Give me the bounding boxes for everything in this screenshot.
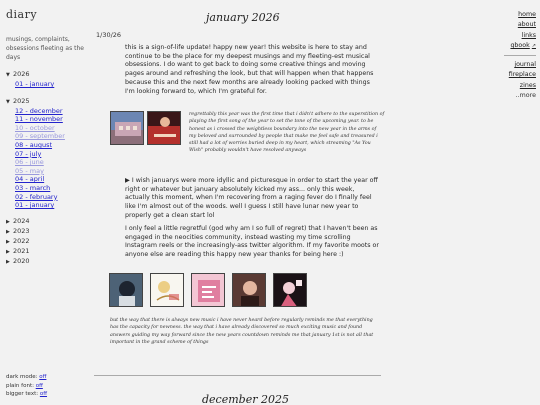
bigger-text-label: bigger text:: [6, 391, 39, 398]
month-link[interactable]: 01 - january: [15, 80, 55, 88]
year-label: 2026: [13, 70, 30, 78]
month-link[interactable]: 09 - september: [15, 132, 65, 141]
month-link[interactable]: 06 - june: [15, 158, 44, 167]
nav-gbook-label: gbook: [510, 41, 530, 49]
year-label: 2021: [13, 246, 30, 255]
bigger-text-value[interactable]: off: [39, 391, 48, 398]
month-list-2026: [15, 80, 90, 89]
site-title[interactable]: diary: [6, 8, 38, 21]
post-date: 1/30/26: [96, 31, 122, 39]
month-link[interactable]: 05 - may: [15, 166, 44, 175]
month-link[interactable]: 10 - october: [15, 123, 55, 132]
plain-font-label: plain font:: [6, 382, 34, 389]
year-toggle-2025[interactable]: [6, 97, 90, 107]
archive: [6, 70, 90, 267]
year-label: 2024: [13, 216, 30, 225]
nav-journal[interactable]: journal: [514, 61, 536, 69]
year-toggle-2026[interactable]: [6, 70, 90, 80]
post-paragraph-3: I only feel a little regretful (god why am I so full of regret) that I haven't been as engaged in the neocities community, instead wasting my time scrolling Instagram reels or the increasingly-ass twitter algorithm. If my favorite moots or anyone else are reading this happy new year thanks for being here :): [125, 225, 379, 259]
nav-more[interactable]: ..more: [515, 92, 536, 100]
sidebar: [6, 8, 90, 267]
plain-font-value[interactable]: off: [35, 382, 43, 389]
album-cover-4[interactable]: [232, 273, 266, 307]
year-label: 2020: [13, 256, 30, 265]
year-label: 2023: [13, 226, 30, 235]
month-link[interactable]: 03 - march: [15, 183, 51, 192]
year-toggle-2020[interactable]: [6, 257, 90, 267]
italic-note-2: but the way that there is always new music i have never heard before regularly reminds me that everything has the capacity for newness. the way that i have already discovered so much exciting music and found answers guiding my way forward since the new years countdown reminds me that january 1st is not all that important in the grand scheme of things: [110, 318, 374, 345]
nav-fireplace[interactable]: fireplace: [508, 71, 536, 79]
dark-mode-toggle: [6, 373, 47, 382]
post-paragraph-2: ▶ I wish januarys were more idyllic and picturesque in order to start the year off right or whatever but january absolutely kicked my ass... only this week, actually this moment, when I'm recovering from a raging fever do I finally feel like I'm almost out of the woods. well I guess I still have lunar new year to properly get a clean start lol: [125, 177, 378, 219]
section-divider: [94, 375, 381, 376]
triangle-down-icon: ▼: [6, 98, 10, 105]
album-cover-2[interactable]: [150, 273, 184, 307]
triangle-right-icon: ▶: [6, 248, 10, 255]
nav-zines[interactable]: zines: [519, 81, 536, 89]
year-toggle-2023[interactable]: [6, 227, 90, 237]
site-tagline: musings, complaints, obsessions fleeting as the days: [6, 36, 84, 61]
year-toggle-2021[interactable]: [6, 247, 90, 257]
dark-mode-value[interactable]: off: [39, 374, 47, 380]
photo-building-icon[interactable]: [110, 111, 144, 145]
year-toggle-2022[interactable]: [6, 237, 90, 247]
month-link[interactable]: 04 - april: [15, 175, 45, 184]
month-link[interactable]: 01 - january: [15, 201, 55, 210]
nav-about[interactable]: about: [517, 21, 536, 29]
next-month-title: december 2025: [202, 393, 289, 405]
plain-font-toggle: [6, 382, 47, 391]
month-link[interactable]: 02 - february: [15, 192, 58, 201]
nav-divider: [504, 55, 536, 56]
triangle-down-icon: ▼: [6, 72, 10, 78]
month-link[interactable]: 12 - december: [15, 106, 63, 115]
album-cover-1[interactable]: [109, 273, 143, 307]
album-cover-5[interactable]: [273, 273, 307, 307]
dark-mode-label: dark mode:: [6, 374, 38, 380]
year-label: 2022: [13, 236, 30, 245]
month-title: january 2026: [206, 11, 280, 24]
month-link[interactable]: 07 - july: [15, 149, 42, 158]
site-nav: [496, 10, 536, 101]
main-content: [94, 0, 406, 405]
year-toggle-2024[interactable]: [6, 217, 90, 227]
italic-note-1: regrettably this year was the first time that i didn't adhere to the superstition of playing the first song of the year to set the tone of the upcoming year. to be honest as i crossed the weightless boundary into the new year in the arms of my beloved and surrounded by people that make me feel safe and treasured i still had a lot of worries buried deep in my heart, which streaming "As You Wish" probably wouldn't have resolved anyways: [189, 112, 385, 154]
month-link[interactable]: 11 - november: [15, 115, 63, 124]
nav-links[interactable]: links: [521, 31, 536, 39]
collapsed-years: [6, 217, 90, 267]
album-cover-3[interactable]: [191, 273, 225, 307]
triangle-right-icon: ▶: [6, 228, 10, 235]
preferences: [6, 373, 47, 399]
month-link[interactable]: 08 - august: [15, 140, 53, 149]
triangle-right-icon: ▶: [6, 238, 10, 245]
photo-red-stage-icon[interactable]: [147, 111, 181, 145]
month-list-2025: [15, 107, 90, 210]
nav-gbook[interactable]: [496, 41, 536, 51]
bigger-text-toggle: [6, 390, 47, 399]
external-link-icon: ↗: [531, 42, 536, 49]
nav-home[interactable]: home: [518, 11, 536, 18]
triangle-right-icon: ▶: [6, 258, 10, 265]
post-paragraph-1: this is a sign-of-life update! happy new year! this website is here to stay and continue to be the place for my deepest musings and my fleeting-est musical obsessions. I do want to get back to doing some creative things and moving pages around and refreshing the look, but that will happen when that happens because this and the next few months are already looking packed with things I'm looking forward to, which I'm grateful for.: [125, 44, 374, 95]
year-label: 2025: [13, 96, 30, 105]
triangle-right-icon: ▶: [6, 218, 10, 225]
